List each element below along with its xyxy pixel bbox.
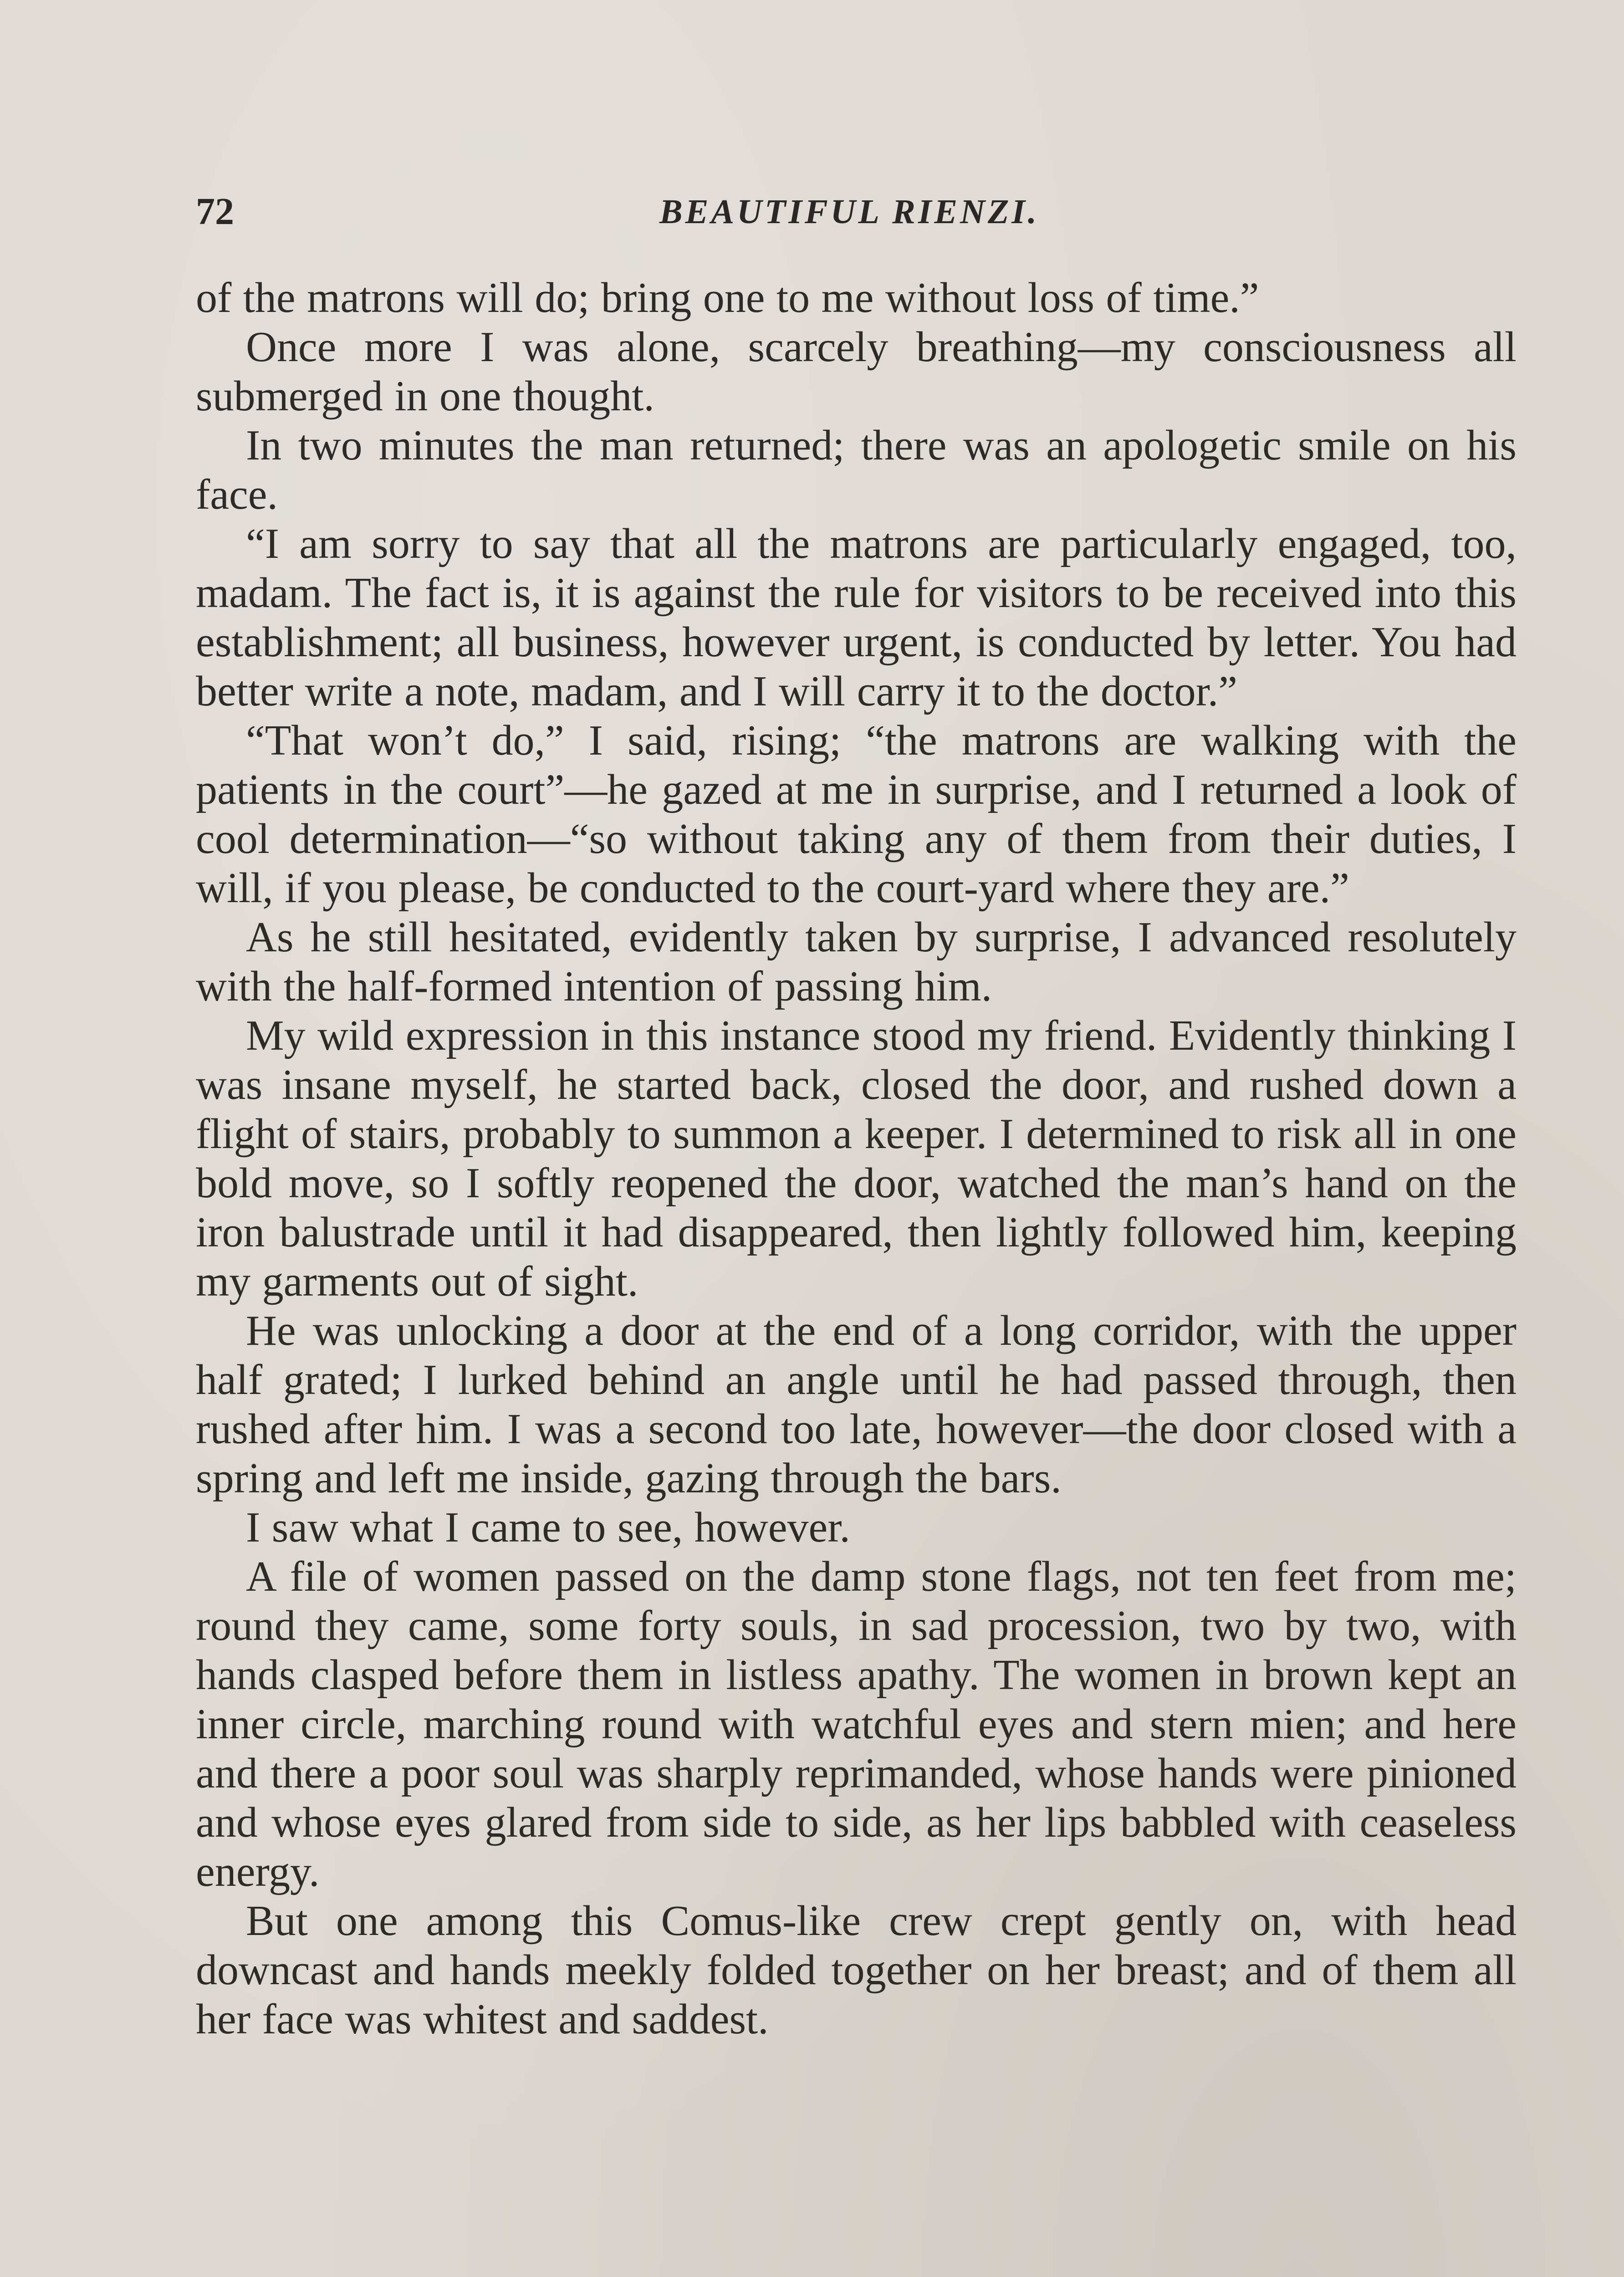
paragraph-10: A file of women passed on the damp stone flags, not ten feet from me; round they came, some forty souls, in sad procession, two by two, with hands clasped before them in listless apathy. The women in brown kept an inner circle, marching round with watchful eyes and stern mien; and here and there a poor soul was sharply reprimanded, whose hands were pinioned and whose eyes glared from side to side, as her lips babbled with ceaseless energy. — [196, 1553, 1517, 1895]
paragraph-7: My wild expression in this instance stood my friend. Evidently thinking I was insane myself, he started back, closed the door, and rushed down a flight of stairs, probably to summon a keeper. I determined to risk all in one bold move, so I softly reopened the door, watched the man’s hand on the iron balustrade until it had disappeared, then lightly followed him, keeping my garments out of sight. — [196, 1012, 1517, 1305]
paragraph-11: But one among this Comus-like crew crept gently on, with head downcast and hands meekly folded together on her breast; and of them all her face was whitest and saddest. — [196, 1897, 1517, 2043]
page-number: 72 — [196, 190, 234, 233]
paragraph-5: “That won’t do,” I said, rising; “the matrons are walking with the patients in the court”—he gazed at me in surprise, and I returned a look of cool determination—“so without taking any of them from their duties, I will, if you please, be conducted to the court-yard where they are.” — [196, 717, 1517, 912]
body-text — [196, 273, 1517, 2044]
paragraph-8: He was unlocking a door at the end of a long corridor, with the upper half grated; I lurked behind an angle until he had passed through, then rushed after him. I was a second too late, however—the door closed with a spring and left me inside, gazing through the bars. — [196, 1307, 1517, 1502]
paragraph-2: Once more I was alone, scarcely breathing—my consciousness all submerged in one thought. — [196, 323, 1517, 420]
running-head — [196, 184, 1503, 239]
paragraph-4: “I am sorry to say that all the matrons are particularly engaged, too, madam. The fact is, it is against the rule for visitors to be received into this establishment; all business, however urgent, is conducted by letter. You had better write a note, madam, and I will carry it to the doctor.” — [196, 520, 1517, 715]
running-title: BEAUTIFUL RIENZI. — [659, 193, 1039, 231]
paragraph-6: As he still hesitated, evidently taken by surprise, I advanced resolutely with the half-formed intention of passing him. — [196, 914, 1517, 1010]
paragraph-9: I saw what I came to see, however. — [246, 1504, 850, 1551]
paragraph-1: of the matrons will do; bring one to me without loss of time.” — [196, 274, 1259, 322]
paragraph-3: In two minutes the man returned; there was an apologetic smile on his face. — [196, 422, 1517, 518]
